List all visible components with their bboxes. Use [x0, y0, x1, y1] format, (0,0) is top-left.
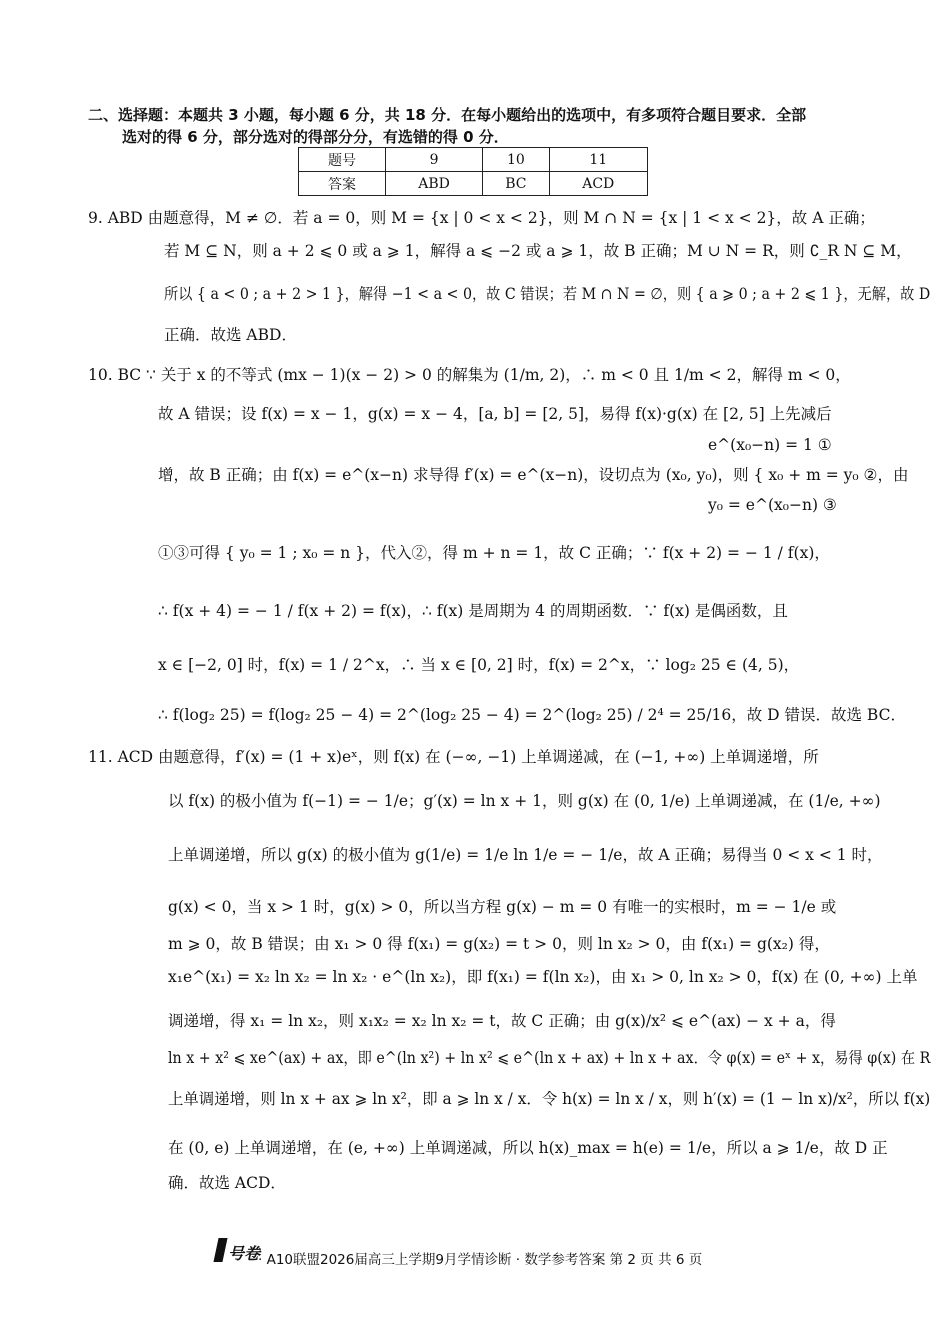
table-cell: BC: [483, 172, 549, 196]
table-cell: ACD: [549, 172, 647, 196]
q10-line-4: ①③可得 { y₀ = 1 ; x₀ = n }，代入②，得 m + n = 1，故 C 正确；∵ f(x + 2) = − 1 / f(x)，: [158, 544, 830, 562]
q10-line-1: 10. BC ∵ 关于 x 的不等式 (mx − 1)(x − 2) > 0 的解集为 (1/m, 2)，∴ m < 0 且 1/m < 2，解得 m < 0，: [88, 366, 851, 384]
q11-line-9: 上单调递增，则 ln x + ax ⩾ ln x²，即 a ⩾ ln x / x．令 h(x) = ln x / x，则 h′(x) = (1 − ln x)/x²，所以 f(x): [168, 1090, 931, 1108]
q11-line-4: g(x) < 0，当 x > 1 时，g(x) > 0，所以当方程 g(x) − m = 0 有唯一的实根时，m = − 1/e 或: [168, 898, 837, 916]
q10-system-eq3: y₀ = e^(x₀−n) ③: [708, 496, 837, 514]
answer-table: [298, 147, 648, 196]
q9-line-3: 所以 { a < 0 ; a + 2 > 1 }，解得 −1 < a < 0，故 C 错误；若 M ∩ N = ∅，则 { a ⩾ 0 ; a + 2 ⩽ 1 }，无解，故 D: [164, 285, 931, 303]
q11-line-11: 确．故选 ACD．: [168, 1174, 286, 1192]
q10-line-6: x ∈ [−2, 0] 时，f(x) = 1 / 2^x，∴ 当 x ∈ [0, 2] 时，f(x) = 2^x，∵ log₂ 25 ∈ (4, 5)，: [158, 656, 800, 674]
table-cell: 10: [483, 148, 549, 172]
q10-line-7: ∴ f(log₂ 25) = f(log₂ 25 − 4) = 2^(log₂ 25 − 4) = 2^(log₂ 25) / 2⁴ = 25/16，故 D 错误．故选 BC．: [158, 706, 906, 724]
q11-line-6: x₁e^(x₁) = x₂ ln x₂ = ln x₂ · e^(ln x₂)，即 f(x₁) = f(ln x₂)，由 x₁ > 0, ln x₂ > 0，f(x) 在 (0, +∞) 上单: [168, 968, 918, 986]
table-header-cell: 题号: [299, 148, 386, 172]
table-cell: ABD: [386, 172, 483, 196]
q10-system-eq1: e^(x₀−n) = 1 ①: [708, 436, 832, 454]
q10-line-2: 故 A 错误；设 f(x) = x − 1，g(x) = x − 4，[a, b] = [2, 5]，易得 f(x)·g(x) 在 [2, 5] 上先减后: [158, 405, 832, 423]
logo-text: 号卷: [228, 1244, 261, 1263]
page-footer: · A10联盟2026届高三上学期9月学情诊断 · 数学参考答案 第 2 页 共 6 页: [258, 1252, 703, 1268]
q10-line-3: 增，故 B 正确；由 f(x) = e^(x−n) 求导得 f′(x) = e^(x−n)，设切点为 (x₀, y₀)，则 { x₀ + m = y₀ ②，由: [158, 466, 909, 484]
logo-mark-icon: [213, 1238, 227, 1262]
q10-line-5: ∴ f(x + 4) = − 1 / f(x + 2) = f(x)，∴ f(x) 是周期为 4 的周期函数．∵ f(x) 是偶函数，且: [158, 602, 788, 620]
table-cell: 9: [386, 148, 483, 172]
q11-line-5: m ⩾ 0，故 B 错误；由 x₁ > 0 得 f(x₁) = g(x₂) = t > 0，则 ln x₂ > 0，由 f(x₁) = g(x₂) 得，: [168, 935, 830, 953]
q9-line-2: 若 M ⊆ N，则 a + 2 ⩽ 0 或 a ⩾ 1，解得 a ⩽ −2 或 a ⩾ 1，故 B 正确；M ∪ N = R，则 ∁_R N ⊆ M，: [164, 242, 912, 260]
q11-line-7: 调递增，得 x₁ = ln x₂，则 x₁x₂ = x₂ ln x₂ = t，故 C 正确；由 g(x)/x² ⩽ e^(ax) − x + a，得: [168, 1012, 836, 1030]
q11-line-2: 以 f(x) 的极小值为 f(−1) = − 1/e；g′(x) = ln x + 1，则 g(x) 在 (0, 1/e) 上单调递减，在 (1/e, +∞): [168, 792, 881, 810]
q9-line-4: 正确．故选 ABD．: [164, 326, 297, 344]
section-heading-line2: 选对的得 6 分，部分选对的得部分分，有选错的得 0 分．: [122, 128, 509, 146]
q9-line-1: 9. ABD 由题意得，M ≠ ∅．若 a = 0，则 M = {x | 0 < x < 2}，则 M ∩ N = {x | 1 < x < 2}，故 A 正确；: [88, 209, 875, 227]
q11-line-1: 11. ACD 由题意得，f′(x) = (1 + x)eˣ，则 f(x) 在 (−∞, −1) 上单调递减，在 (−1, +∞) 上单调递增，所: [88, 748, 819, 766]
table-row: [299, 172, 648, 196]
section-heading-line1: 二、选择题：本题共 3 小题，每小题 6 分，共 18 分．在每小题给出的选项中，有多项符合题目要求．全部: [88, 106, 807, 124]
brand-logo: [216, 1236, 260, 1264]
table-header-cell: 答案: [299, 172, 386, 196]
q11-line-8: ln x + x² ⩽ xe^(ax) + ax，即 e^(ln x²) + ln x² ⩽ e^(ln x + ax) + ln x + ax．令 φ(x) = eˣ + x，易得 φ(x) 在 R: [168, 1049, 931, 1067]
table-cell: 11: [549, 148, 647, 172]
q11-line-3: 上单调递增，所以 g(x) 的极小值为 g(1/e) = 1/e ln 1/e = − 1/e，故 A 正确；易得当 0 < x < 1 时，: [168, 846, 883, 864]
q11-line-10: 在 (0, e) 上单调递增，在 (e, +∞) 上单调递减，所以 h(x)_max = h(e) = 1/e，所以 a ⩾ 1/e，故 D 正: [168, 1139, 888, 1157]
table-row: [299, 148, 648, 172]
